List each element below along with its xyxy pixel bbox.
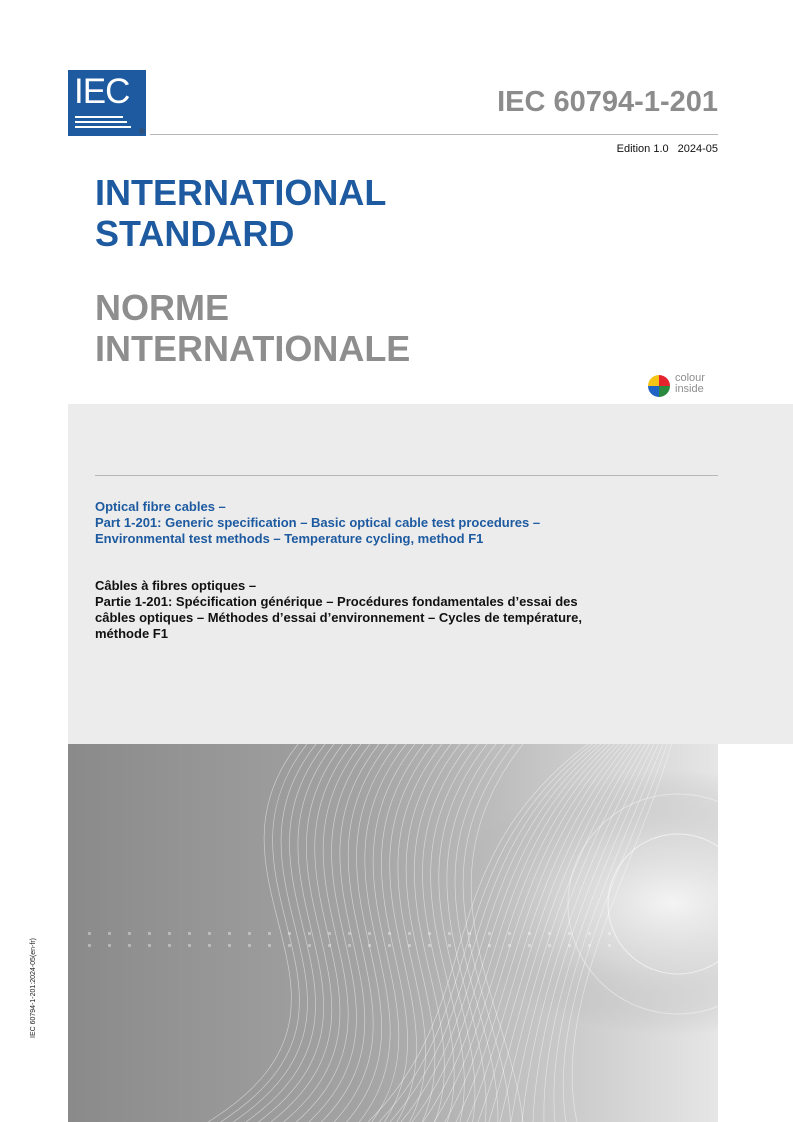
english-subtitle	[95, 499, 735, 547]
french-subtitle-line: Câbles à fibres optiques –	[95, 578, 257, 593]
iec-logo	[68, 70, 146, 136]
english-subtitle-line: Environmental test methods – Temperature cycling, method F1	[95, 531, 484, 546]
edition-line	[617, 143, 718, 155]
inside-label: inside	[675, 383, 704, 395]
edition-label: Edition 1.0	[616, 143, 669, 155]
iec-logo-text: IEC	[74, 72, 130, 111]
edition-date: 2024-05	[677, 143, 718, 155]
english-subtitle-line: Part 1-201: Generic specification – Basic optical cable test procedures –	[95, 515, 541, 530]
colour-inside-badge	[648, 372, 723, 402]
registered-mark: ®	[139, 127, 145, 136]
cover-artwork	[68, 744, 718, 1122]
french-subtitle-line: câbles optiques – Méthodes d’essai d’environnement – Cycles de température,	[95, 610, 582, 625]
title-english	[95, 172, 386, 254]
panel-divider	[95, 475, 718, 476]
logo-stripe	[75, 116, 123, 118]
side-document-reference: IEC 60794-1-201:2024-05(en-fr)	[30, 937, 37, 1038]
title-english-line2: STANDARD	[95, 213, 295, 254]
title-french	[95, 287, 410, 369]
logo-stripe	[75, 126, 131, 128]
french-subtitle-line: méthode F1	[95, 626, 168, 641]
logo-stripe	[75, 121, 127, 123]
french-subtitle	[95, 578, 735, 642]
document-number: IEC 60794-1-201	[497, 86, 718, 118]
colour-wheel-icon	[648, 375, 670, 397]
title-french-line2: INTERNATIONALE	[95, 328, 411, 369]
english-subtitle-line: Optical fibre cables –	[95, 499, 226, 514]
title-english-line1: INTERNATIONAL	[95, 172, 387, 213]
header-divider	[150, 134, 718, 135]
title-panel	[68, 404, 793, 744]
french-subtitle-line: Partie 1-201: Spécification générique – Procédures fondamentales d’essai des	[95, 594, 578, 609]
colour-label: colour	[675, 372, 705, 384]
title-french-line1: NORME	[95, 287, 229, 328]
colour-inside-text	[675, 373, 705, 395]
